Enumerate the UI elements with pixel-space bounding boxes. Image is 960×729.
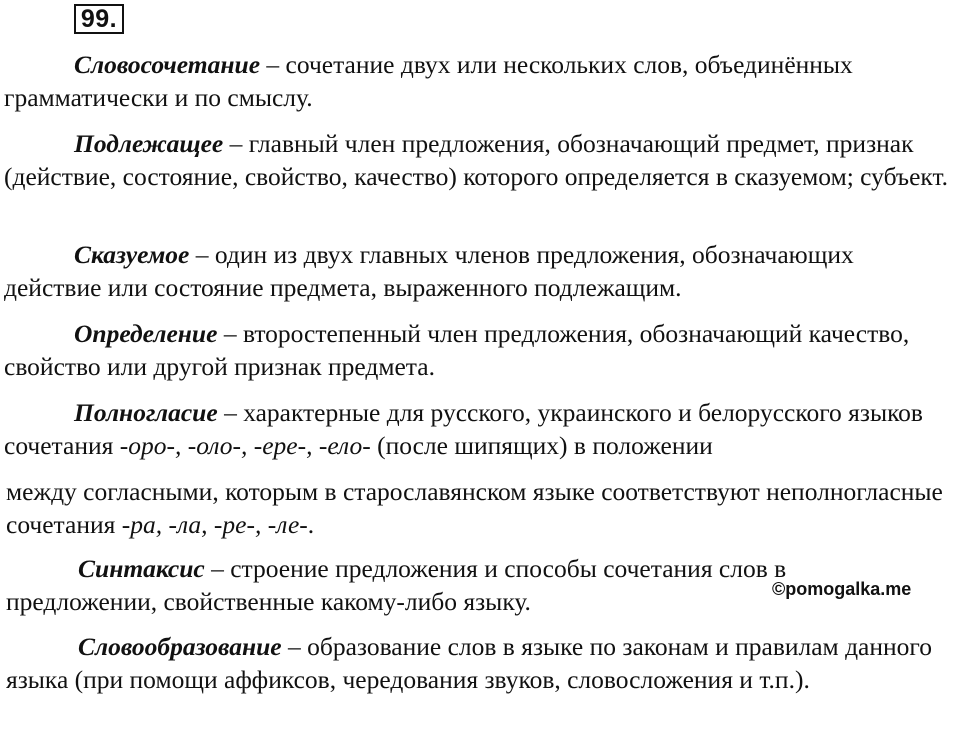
- term: Словосочетание: [74, 50, 261, 79]
- definition-opredelenie: [4, 317, 954, 383]
- examples-incomplete-vowel: -ра, -ла, -ре-, -ле-: [121, 510, 308, 539]
- watermark: ©pomogalka.me: [772, 579, 912, 599]
- definition-sintaksis: [6, 552, 810, 618]
- definition-text: – строение предложения и способы сочетания слов в предложении, свойственные какому-либо языку.: [6, 554, 787, 616]
- definition-polnoglasie: [4, 396, 954, 462]
- definition-slovosochetanie: [4, 48, 954, 114]
- definition-slovoobrazovanie: [6, 630, 954, 696]
- term: Подлежащее: [74, 129, 224, 158]
- definition-polnoglasie-continued: [6, 475, 954, 541]
- term: Сказуемое: [74, 240, 190, 269]
- term: Синтаксис: [78, 554, 205, 583]
- definition-skazuemoe: [4, 238, 954, 304]
- definition-text: – о: [281, 632, 320, 661]
- examples-full-vowel: -оро-, -оло-, -ере-, -ело-: [119, 431, 371, 460]
- definition-text: – главный член предложения, обозначающий предмет, признак (действие, состояние, свойство, качество) которого определяется в сказуемом; субъект.: [4, 129, 949, 191]
- definition-text: – один из двух главных членов предложения, обозначающих действие или состояние предмета, выраженного подлежащим.: [4, 240, 854, 302]
- term: Словообразование: [78, 632, 282, 661]
- definition-text: (после шипящих) в положении: [370, 431, 713, 460]
- exercise-number: 99.: [74, 4, 124, 34]
- definition-podlezhashchee: [4, 127, 954, 193]
- definition-text: .: [307, 510, 315, 539]
- term: Полногласие: [74, 398, 218, 427]
- term: Определение: [74, 319, 218, 348]
- definition-text: – характерные для русского, украинского и белорусского языков сочетания: [4, 398, 923, 460]
- definition-text: – сочетание двух или нескольких слов, объединённых грамматически и по смыслу.: [4, 50, 853, 112]
- definition-text: – второстепенный член предложения, обозначающий качество, свойство или другой признак предмета.: [4, 319, 910, 381]
- definition-text: бразование слов в языке по законам и правилам данного языка (при помощи аффиксов, чередования звуков, словосложения и т.п.).: [6, 632, 932, 694]
- definition-text: между согласными, которым в старославянском языке соответствуют неполногласные сочетания: [6, 477, 943, 539]
